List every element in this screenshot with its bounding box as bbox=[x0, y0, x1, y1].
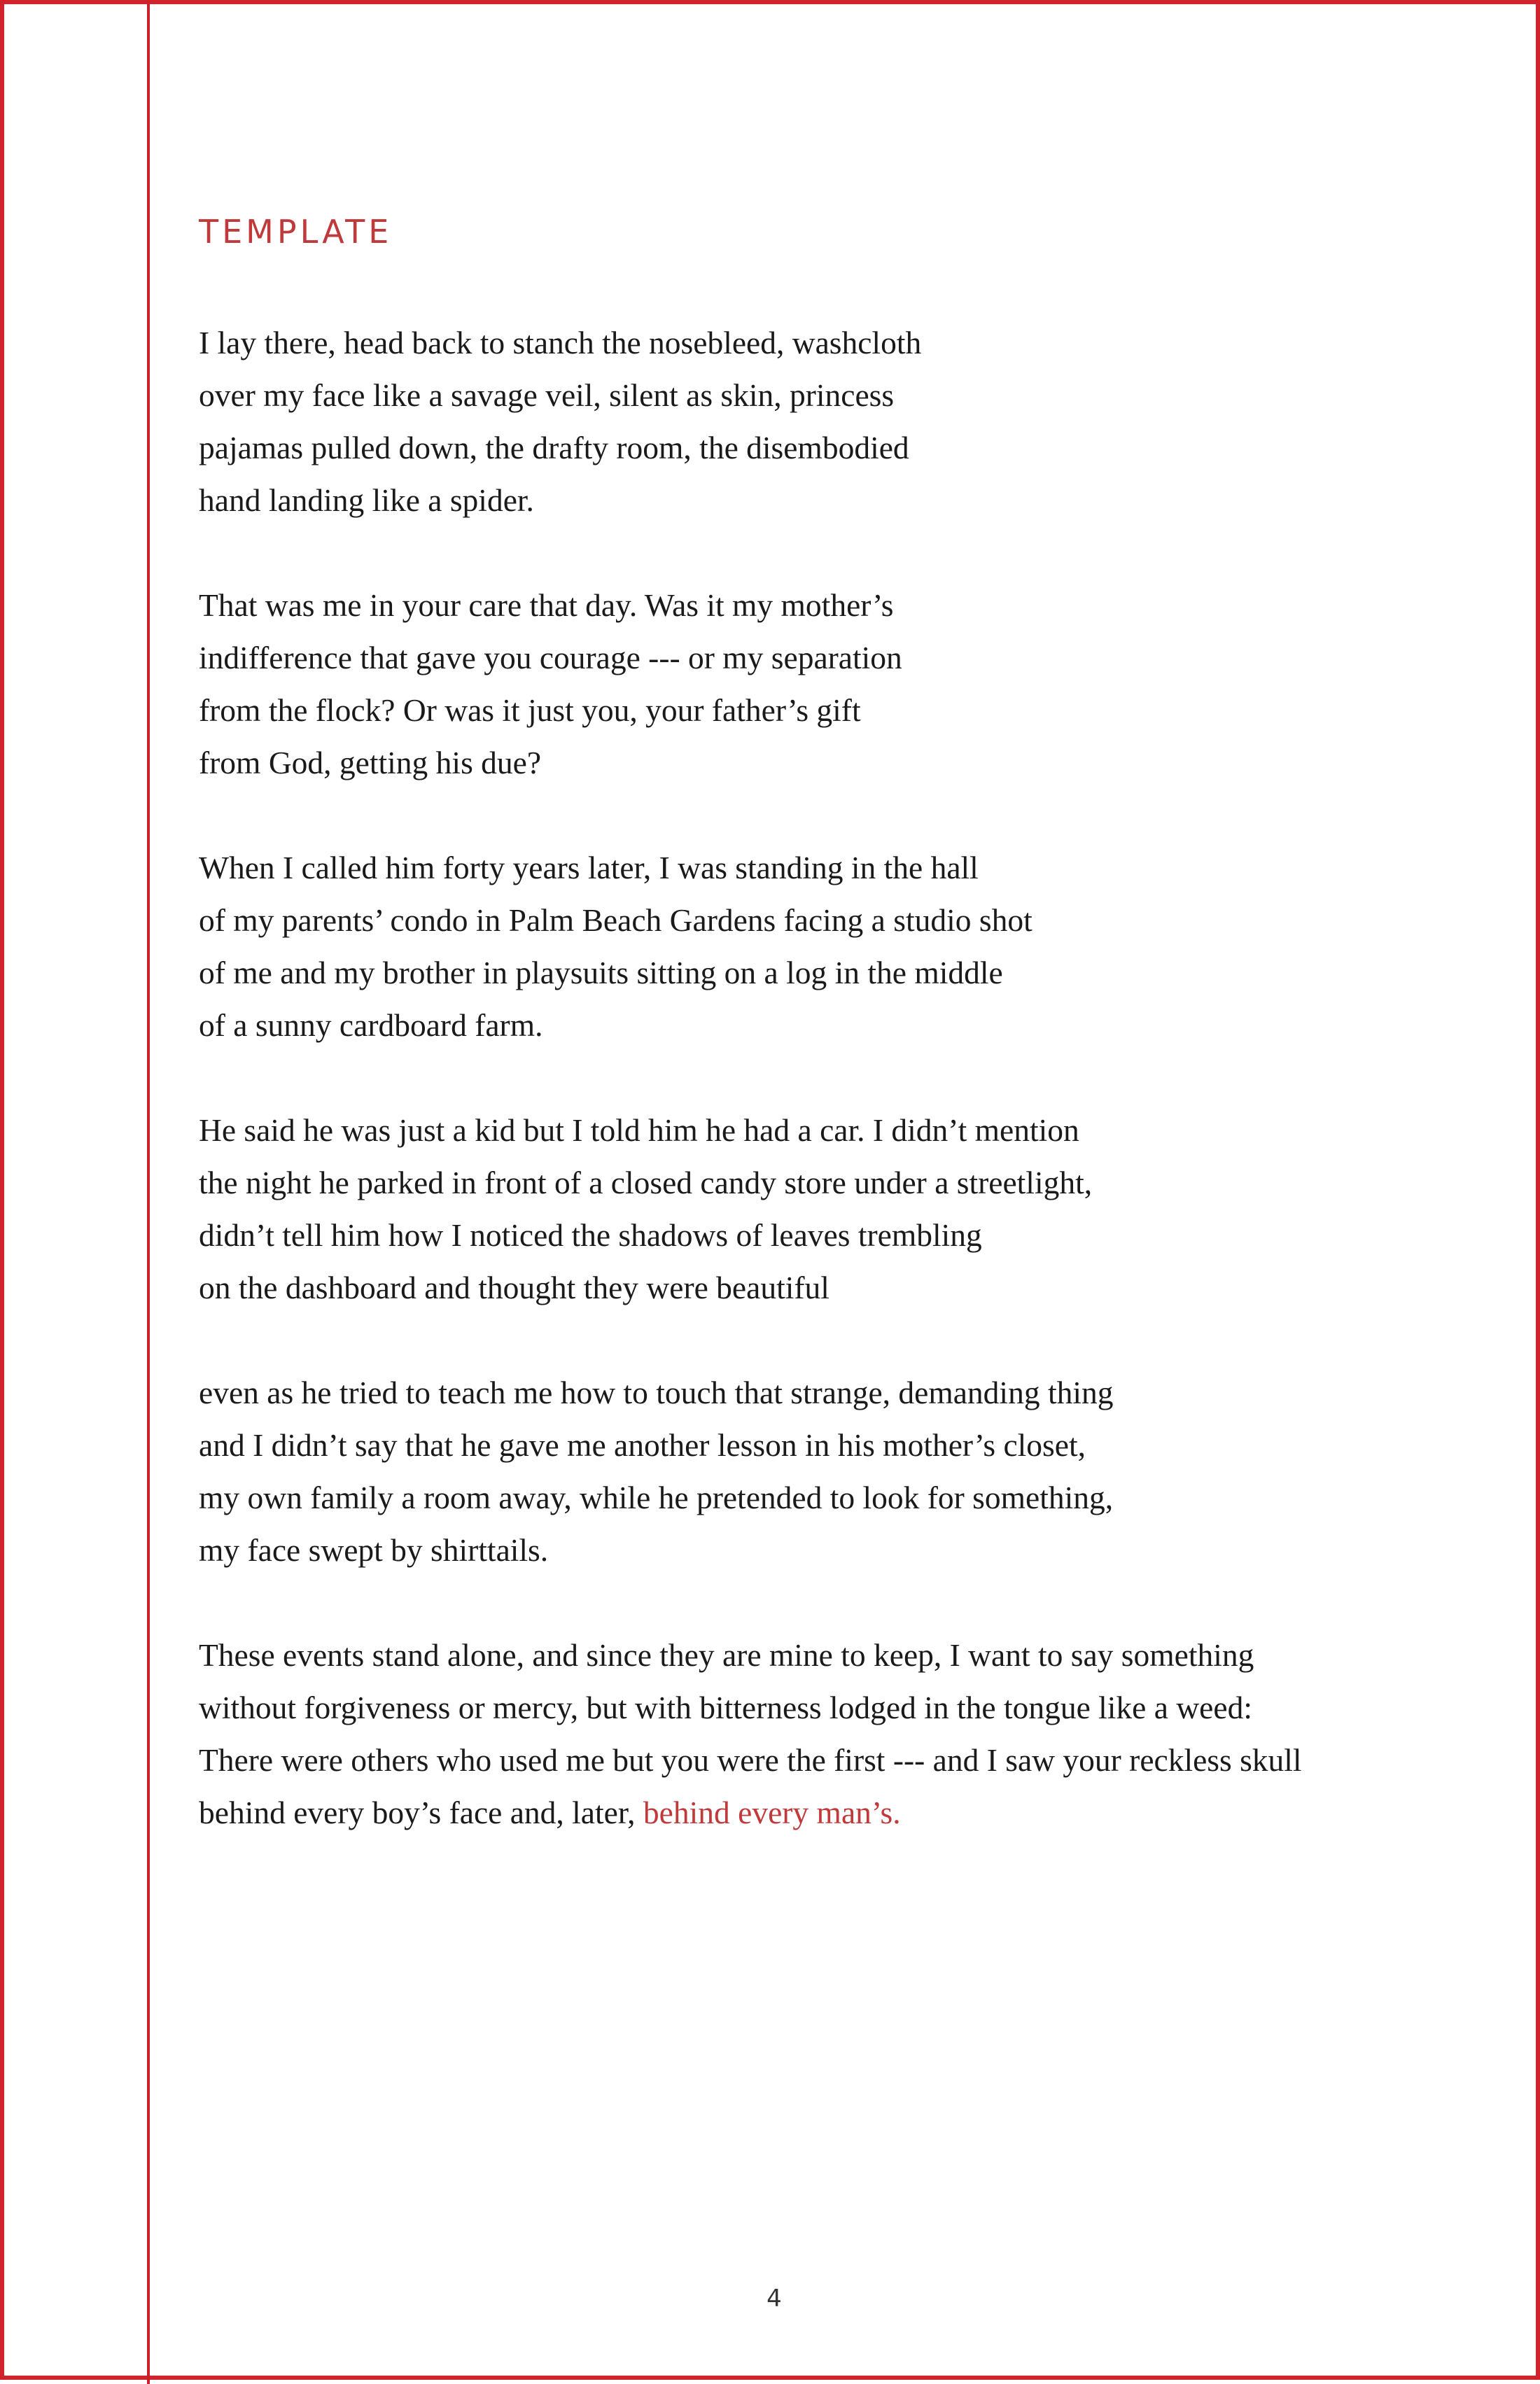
poem-line: He said he was just a kid but I told him he had a car. I didn’t mention bbox=[199, 1112, 1079, 1148]
poem-line: my own family a room away, while he pretended to look for something, bbox=[199, 1480, 1114, 1515]
poem-line: When I called him forty years later, I was standing in the hall bbox=[199, 850, 979, 885]
poem-line: pajamas pulled down, the drafty room, the disembodied bbox=[199, 430, 909, 465]
stanza bbox=[199, 841, 1515, 1051]
poem-line: even as he tried to teach me how to touch that strange, demanding thing bbox=[199, 1375, 1114, 1410]
poem-line: from God, getting his due? bbox=[199, 745, 542, 780]
poem-body bbox=[199, 316, 1515, 1891]
poem-line: from the flock? Or was it just you, your father’s gift bbox=[199, 692, 861, 728]
poem-line: of a sunny cardboard farm. bbox=[199, 1007, 543, 1043]
page-number: 4 bbox=[766, 2285, 782, 2313]
final-line-accent: behind every man’s. bbox=[643, 1795, 901, 1830]
poem-title: TEMPLATE bbox=[199, 213, 393, 251]
poem-line: I lay there, head back to stanch the nosebleed, washcloth bbox=[199, 325, 922, 360]
poem-line: of me and my brother in playsuits sitting on a log in the middle bbox=[199, 955, 1003, 990]
poem-line: the night he parked in front of a closed candy store under a streetlight, bbox=[199, 1165, 1093, 1200]
stanza bbox=[199, 316, 1515, 526]
final-line-text: behind every boy’s face and, later, bbox=[199, 1795, 643, 1830]
poem-line: didn’t tell him how I noticed the shadows of leaves trembling bbox=[199, 1217, 982, 1253]
poem-line: hand landing like a spider. bbox=[199, 482, 534, 518]
poem-line: over my face like a savage veil, silent as skin, princess bbox=[199, 377, 895, 413]
poem-line: These events stand alone, and since they are mine to keep, I want to say something bbox=[199, 1637, 1254, 1673]
poem-line: There were others who used me but you were the first --- and I saw your reckless skull bbox=[199, 1742, 1302, 1778]
poem-line: of my parents’ condo in Palm Beach Gardens facing a studio shot bbox=[199, 902, 1032, 938]
poem-line: without forgiveness or mercy, but with bitterness lodged in the tongue like a weed: bbox=[199, 1690, 1252, 1725]
final-line bbox=[199, 1786, 1515, 1839]
margin-rule bbox=[147, 4, 150, 2384]
stanza bbox=[199, 1366, 1515, 1576]
poem-line: That was me in your care that day. Was it my mother’s bbox=[199, 587, 894, 623]
poem-line: indifference that gave you courage --- or my separation bbox=[199, 640, 902, 675]
stanza bbox=[199, 579, 1515, 789]
stanza bbox=[199, 1629, 1515, 1839]
poem-line: my face swept by shirttails. bbox=[199, 1532, 549, 1568]
poem-line: on the dashboard and thought they were beautiful bbox=[199, 1270, 830, 1305]
stanza bbox=[199, 1104, 1515, 1314]
poem-line: and I didn’t say that he gave me another lesson in his mother’s closet, bbox=[199, 1427, 1086, 1463]
